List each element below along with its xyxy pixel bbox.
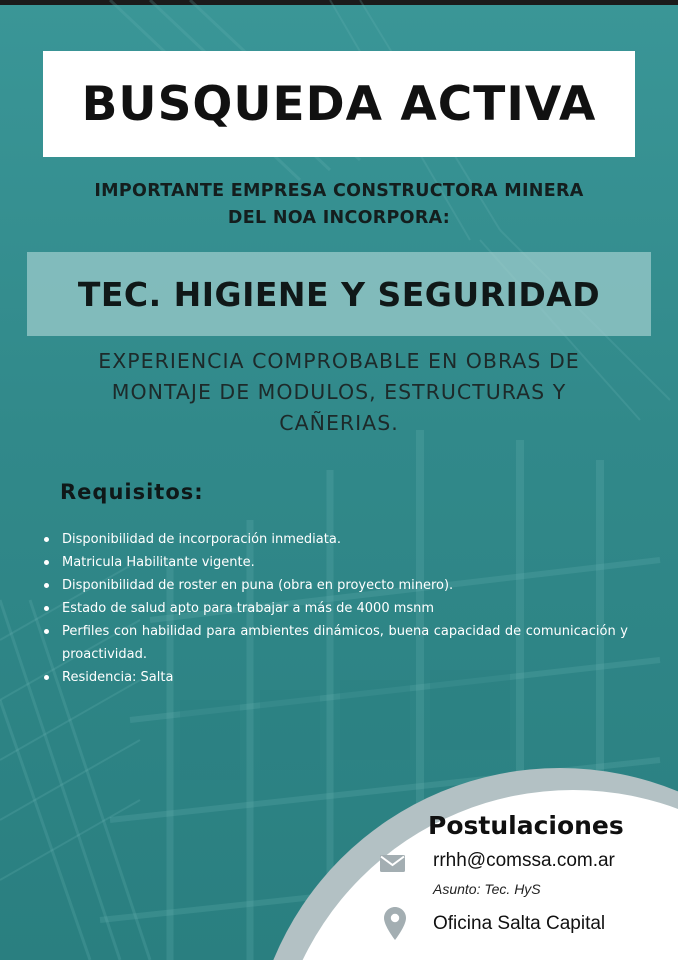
requirement-item: Estado de salud apto para trabajar a más de 4000 msnm	[40, 597, 628, 620]
page-title: BUSQUEDA ACTIVA	[81, 76, 597, 132]
role-title: TEC. HIGIENE Y SEGURIDAD	[77, 274, 601, 314]
title-banner	[43, 51, 635, 157]
intro-line: DEL NOA INCORPORA:	[227, 208, 451, 228]
requirement-item: Disponibilidad de roster en puna (obra en proyecto minero).	[40, 574, 628, 597]
intro-line: IMPORTANTE EMPRESA CONSTRUCTORA MINERA	[94, 181, 584, 201]
office-location: Oficina Salta Capital	[433, 913, 606, 934]
requirement-item: Residencia: Salta	[40, 666, 628, 689]
experience-line: MONTAJE DE MODULOS, ESTRUCTURAS Y	[111, 380, 567, 404]
requirement-item: Perfiles con habilidad para ambientes dinámicos, buena capacidad de comunicación y proactividad.	[40, 620, 628, 666]
applications-heading: Postulaciones	[428, 811, 624, 840]
map-pin-icon	[384, 907, 406, 940]
requirements-heading: Requisitos:	[60, 480, 204, 504]
experience-line: EXPERIENCIA COMPROBABLE EN OBRAS DE	[98, 349, 580, 373]
requirement-item: Disponibilidad de incorporación inmediata.	[40, 528, 628, 551]
envelope-icon	[380, 855, 405, 872]
contact-email[interactable]: rrhh@comssa.com.ar	[433, 850, 615, 871]
requirement-item: Matricula Habilitante vigente.	[40, 551, 628, 574]
company-intro	[60, 178, 618, 232]
experience-line: CAÑERIAS.	[279, 411, 399, 435]
experience-text	[80, 346, 598, 439]
email-subject: Asunto: Tec. HyS	[433, 881, 541, 897]
role-banner	[27, 252, 651, 336]
requirements-list	[40, 528, 628, 689]
